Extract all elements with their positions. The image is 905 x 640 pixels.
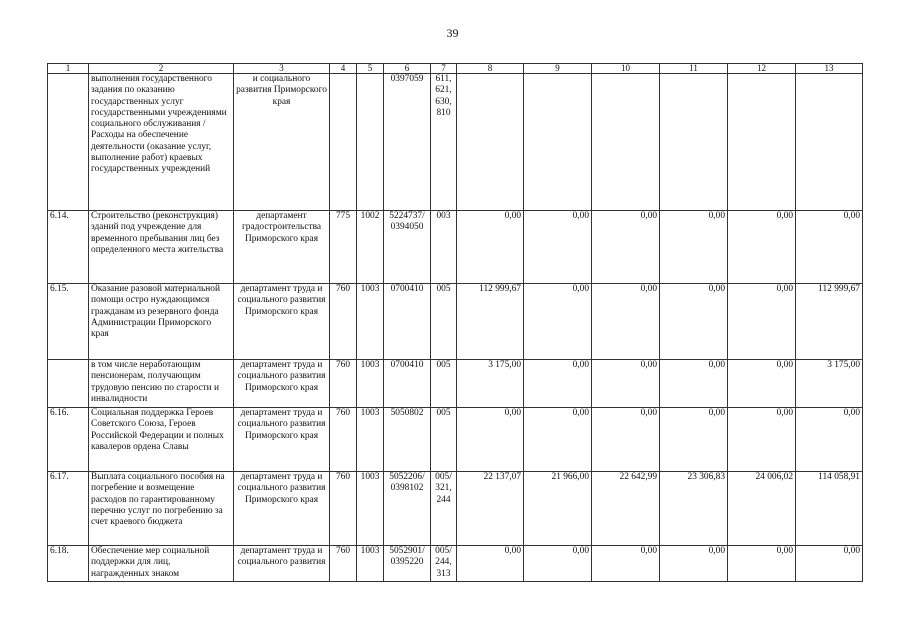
- row-name: Обеспечение мер социальной поддержки для лиц, награжденных знаком: [89, 546, 234, 582]
- column-header: 13: [796, 64, 863, 74]
- row-value-8: 0,00: [457, 546, 524, 582]
- column-header: 7: [431, 64, 457, 74]
- row-value-12: 0,00: [728, 284, 796, 360]
- table-row: [48, 408, 863, 472]
- row-value-13: 3 175,00: [796, 360, 863, 408]
- row-value-12: 24 006,02: [728, 472, 796, 546]
- row-executor: департамент труда и социального развития Приморского края: [234, 472, 330, 546]
- row-name: Строительство (реконструкция) зданий под учреждение для временного пребывания лиц без определенного места жительства: [89, 211, 234, 284]
- column-header: 2: [89, 64, 234, 74]
- row-value-9: 0,00: [524, 546, 592, 582]
- row-vr: 005: [431, 360, 457, 408]
- row-name: Оказание разовой материальной помощи остро нуждающимся гражданам из резервного фонда Администрации Приморского края: [89, 284, 234, 360]
- row-number: 6.16.: [48, 408, 89, 472]
- row-value-13: 112 999,67: [796, 284, 863, 360]
- row-grbs: 760: [330, 360, 357, 408]
- column-header: 11: [660, 64, 728, 74]
- row-value-8: 0,00: [457, 408, 524, 472]
- row-csr: 5050802: [384, 408, 431, 472]
- row-value-9: [524, 74, 592, 211]
- row-executor: департамент градостроительства Приморского края: [234, 211, 330, 284]
- row-executor: департамент труда и социального развития Приморского края: [234, 408, 330, 472]
- row-value-9: 21 966,00: [524, 472, 592, 546]
- row-value-8: 22 137,07: [457, 472, 524, 546]
- row-rzpr: 1003: [357, 360, 384, 408]
- row-grbs: 775: [330, 211, 357, 284]
- row-value-8: 3 175,00: [457, 360, 524, 408]
- table-row: [48, 546, 863, 582]
- row-value-10: 0,00: [592, 360, 660, 408]
- row-value-10: [592, 74, 660, 211]
- row-value-10: 0,00: [592, 408, 660, 472]
- page-number: 39: [446, 26, 459, 40]
- row-value-12: 0,00: [728, 408, 796, 472]
- row-value-12: [728, 74, 796, 211]
- row-value-13: [796, 74, 863, 211]
- row-value-10: 0,00: [592, 546, 660, 582]
- row-value-8: 112 999,67: [457, 284, 524, 360]
- column-header: 1: [48, 64, 89, 74]
- row-value-12: 0,00: [728, 211, 796, 284]
- table-row: [48, 360, 863, 408]
- row-value-10: 0,00: [592, 211, 660, 284]
- row-vr: 005/ 244, 313: [431, 546, 457, 582]
- row-name: в том числе неработающим пенсионерам, получающим трудовую пенсию по старости и инвалидности: [89, 360, 234, 408]
- row-value-11: 0,00: [660, 360, 728, 408]
- table-row: [48, 211, 863, 284]
- row-rzpr: 1003: [357, 408, 384, 472]
- row-vr: 005: [431, 408, 457, 472]
- row-rzpr: 1002: [357, 211, 384, 284]
- row-csr: 0700410: [384, 284, 431, 360]
- row-number: 6.18.: [48, 546, 89, 582]
- row-value-13: 0,00: [796, 546, 863, 582]
- row-executor: департамент труда и социального развития Приморского края: [234, 360, 330, 408]
- row-name: выполнения государственного задания по оказанию государственных услуг государственными учреждениями социального обслуживания /Расходы на обеспечение деятельности (оказание услуг, выполнение работ) краевых государственных учреждений: [89, 74, 234, 211]
- row-value-9: 0,00: [524, 284, 592, 360]
- column-header: 5: [357, 64, 384, 74]
- row-value-11: 0,00: [660, 546, 728, 582]
- column-header: 6: [384, 64, 431, 74]
- row-value-11: 23 306,83: [660, 472, 728, 546]
- row-vr: 003: [431, 211, 457, 284]
- row-value-11: [660, 74, 728, 211]
- table-row: [48, 472, 863, 546]
- row-rzpr: 1003: [357, 546, 384, 582]
- row-value-8: 0,00: [457, 211, 524, 284]
- row-csr: 5052901/ 0395220: [384, 546, 431, 582]
- column-header: 3: [234, 64, 330, 74]
- row-vr: 005: [431, 284, 457, 360]
- row-grbs: 760: [330, 472, 357, 546]
- column-number-row: [48, 64, 863, 74]
- row-grbs: 760: [330, 284, 357, 360]
- row-value-11: 0,00: [660, 211, 728, 284]
- row-vr: 005/ 321, 244: [431, 472, 457, 546]
- program-table: [47, 63, 863, 582]
- row-csr: 5052206/ 0398102: [384, 472, 431, 546]
- table-row: [48, 284, 863, 360]
- row-value-13: 0,00: [796, 211, 863, 284]
- row-number: [48, 74, 89, 211]
- row-rzpr: [357, 74, 384, 211]
- row-number: 6.17.: [48, 472, 89, 546]
- row-value-13: 114 058,91: [796, 472, 863, 546]
- table-row: [48, 74, 863, 211]
- row-grbs: 760: [330, 546, 357, 582]
- row-value-9: 0,00: [524, 408, 592, 472]
- row-csr: 5224737/ 0394050: [384, 211, 431, 284]
- row-value-8: [457, 74, 524, 211]
- row-executor: и социального развития Приморского края: [234, 74, 330, 211]
- row-number: 6.14.: [48, 211, 89, 284]
- row-name: Социальная поддержка Героев Советского Союза, Героев Российской Федерации и полных кавалеров ордена Славы: [89, 408, 234, 472]
- row-rzpr: 1003: [357, 284, 384, 360]
- row-executor: департамент труда и социального развития Приморского края: [234, 284, 330, 360]
- row-grbs: [330, 74, 357, 211]
- column-header: 4: [330, 64, 357, 74]
- row-value-12: 0,00: [728, 360, 796, 408]
- row-number: [48, 360, 89, 408]
- row-number: 6.15.: [48, 284, 89, 360]
- row-grbs: 760: [330, 408, 357, 472]
- row-name: Выплата социального пособия на погребение и возмещение расходов по гарантированному перечню услуг по погребению за счет краевого бюджета: [89, 472, 234, 546]
- row-csr: 0700410: [384, 360, 431, 408]
- row-rzpr: 1003: [357, 472, 384, 546]
- row-value-9: 0,00: [524, 211, 592, 284]
- row-value-10: 22 642,99: [592, 472, 660, 546]
- column-header: 9: [524, 64, 592, 74]
- row-value-9: 0,00: [524, 360, 592, 408]
- column-header: 8: [457, 64, 524, 74]
- row-vr: 611, 621, 630, 810: [431, 74, 457, 211]
- column-header: 10: [592, 64, 660, 74]
- row-executor: департамент труда и социального развития: [234, 546, 330, 582]
- row-value-12: 0,00: [728, 546, 796, 582]
- row-csr: 0397059: [384, 74, 431, 211]
- row-value-10: 0,00: [592, 284, 660, 360]
- row-value-11: 0,00: [660, 408, 728, 472]
- row-value-13: 0,00: [796, 408, 863, 472]
- row-value-11: 0,00: [660, 284, 728, 360]
- column-header: 12: [728, 64, 796, 74]
